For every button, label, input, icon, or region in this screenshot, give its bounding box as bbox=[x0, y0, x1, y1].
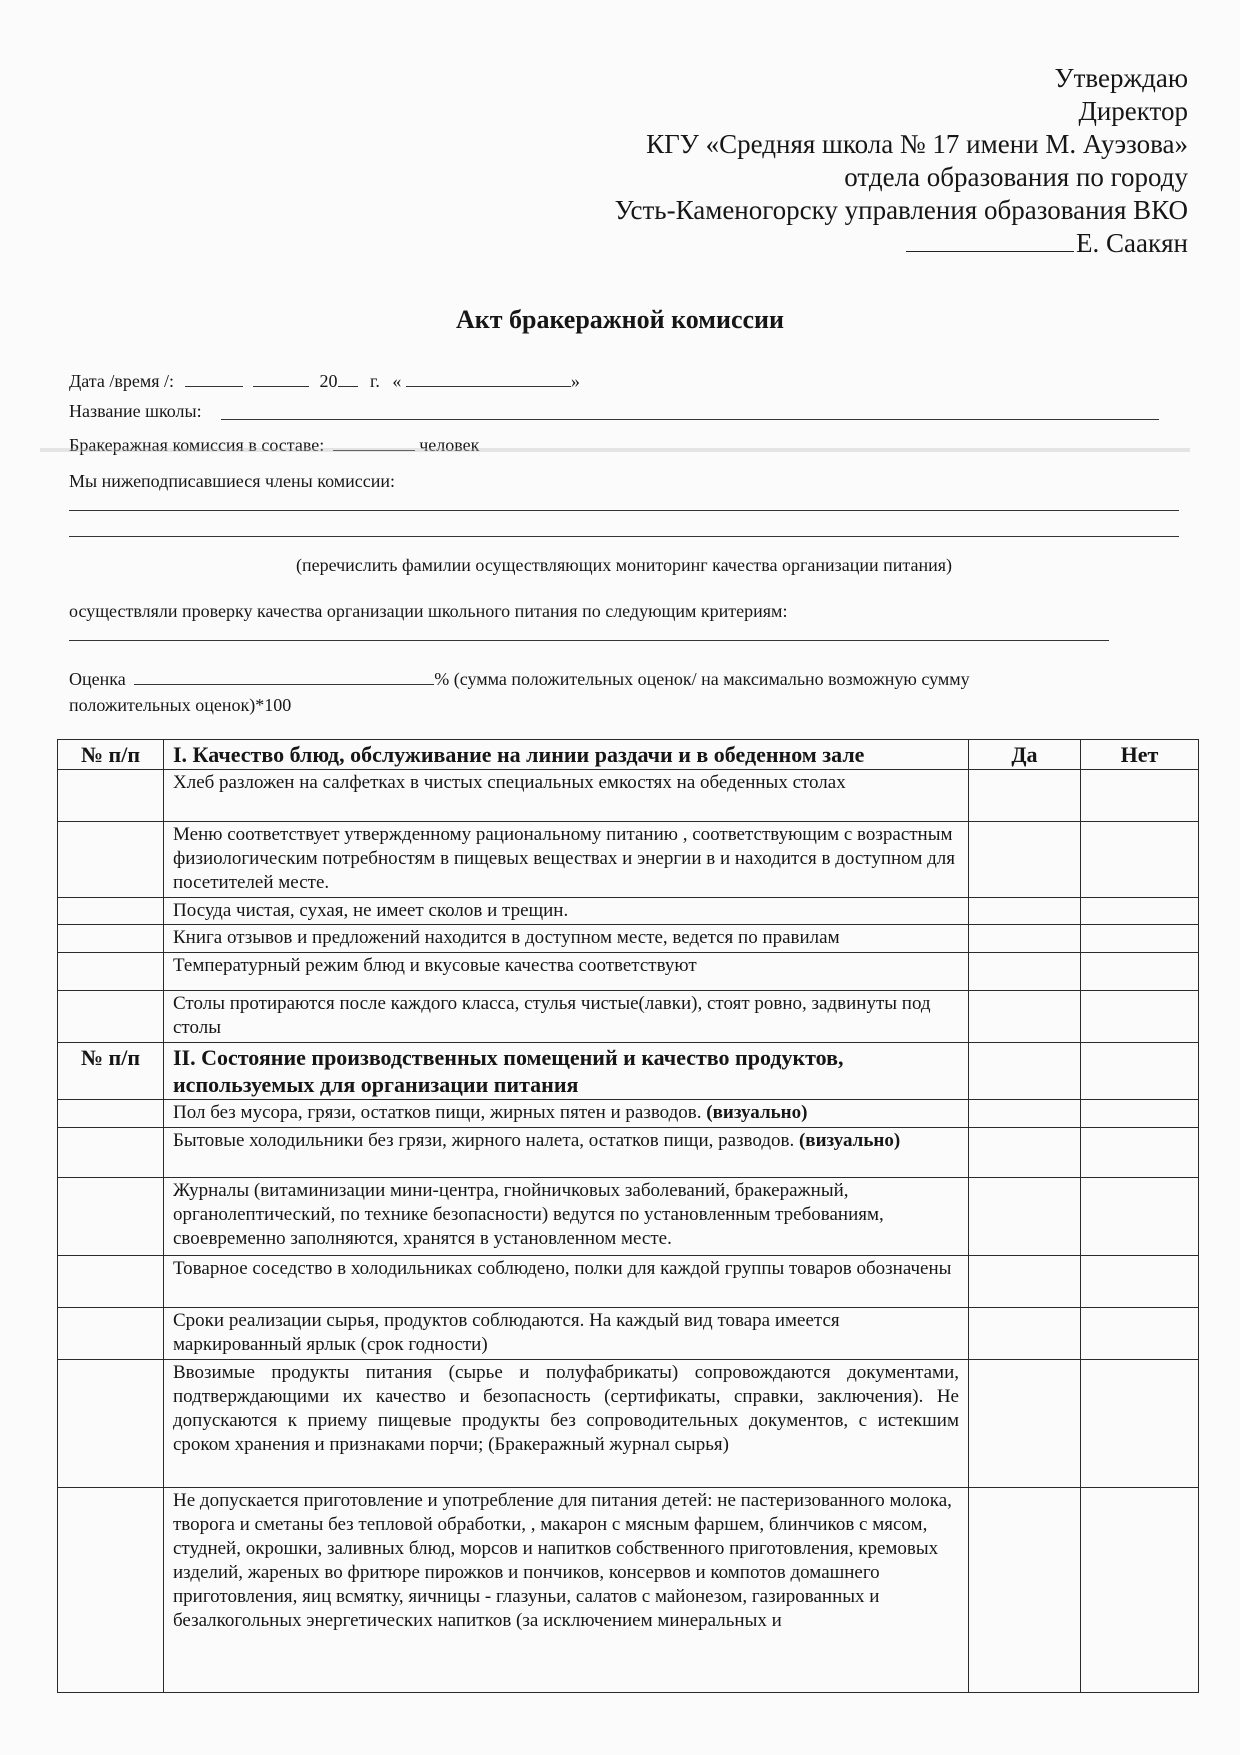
commission-unit: человек bbox=[419, 435, 480, 455]
yes-cell bbox=[969, 1043, 1081, 1100]
year-suffix: г. bbox=[370, 371, 380, 391]
no-cell bbox=[1081, 1043, 1199, 1100]
commission-row bbox=[69, 430, 1179, 460]
yes-cell[interactable] bbox=[969, 953, 1081, 991]
approval-line: Директор bbox=[1078, 96, 1188, 126]
no-cell[interactable] bbox=[1081, 1308, 1199, 1360]
section1-header-row bbox=[58, 740, 1199, 770]
approval-line: Усть-Каменогорску управления образования ВКО bbox=[614, 195, 1188, 225]
no-cell[interactable] bbox=[1081, 1100, 1199, 1128]
no-cell[interactable] bbox=[1081, 925, 1199, 953]
yes-cell[interactable] bbox=[969, 1256, 1081, 1308]
school-field[interactable] bbox=[221, 419, 1159, 420]
yes-cell[interactable] bbox=[969, 1178, 1081, 1256]
year-prefix: 20 bbox=[319, 371, 338, 391]
table-row bbox=[58, 1100, 1199, 1128]
criterion-body: Бытовые холодильники без грязи, жирного налета, остатков пищи, разводов. bbox=[173, 1130, 795, 1151]
no-cell[interactable] bbox=[1081, 898, 1199, 925]
scan-artifact bbox=[40, 448, 1190, 452]
school-row bbox=[69, 396, 1179, 426]
yes-cell[interactable] bbox=[969, 991, 1081, 1043]
no-cell[interactable] bbox=[1081, 1128, 1199, 1178]
school-label: Название школы: bbox=[69, 401, 202, 421]
section1-title: I. Качество блюд, обслуживание на линии раздачи и в обеденном зале bbox=[164, 740, 969, 770]
score-label: Оценка bbox=[69, 669, 126, 689]
section2-title: II. Состояние производственных помещений и качество продуктов, используемых для организации питания bbox=[164, 1043, 969, 1100]
yes-cell[interactable] bbox=[969, 925, 1081, 953]
criteria-label: осуществляли проверку качества организации школьного питания по следующим критериям: bbox=[69, 601, 788, 621]
col-yes-header: Да bbox=[969, 740, 1081, 770]
date-row bbox=[69, 366, 1179, 396]
col-num-header: № п/п bbox=[58, 1043, 164, 1100]
approval-signature-line bbox=[468, 227, 1188, 260]
col-num-header: № п/п bbox=[58, 740, 164, 770]
yes-cell[interactable] bbox=[969, 770, 1081, 822]
date-label: Дата /время /: bbox=[69, 371, 175, 391]
score-row bbox=[69, 664, 1179, 694]
yes-cell[interactable] bbox=[969, 1360, 1081, 1488]
criteria-line bbox=[69, 626, 1179, 650]
criterion-text: Товарное соседство в холодильниках соблюдено, полки для каждой группы товаров обозначены bbox=[164, 1256, 969, 1308]
time-field[interactable] bbox=[406, 368, 571, 387]
no-cell[interactable] bbox=[1081, 953, 1199, 991]
table-row bbox=[58, 898, 1199, 925]
yes-cell[interactable] bbox=[969, 1128, 1081, 1178]
score-formula: % (сумма положительных оценок/ на максимально возможную сумму bbox=[434, 669, 970, 689]
row-number bbox=[58, 770, 164, 822]
no-cell[interactable] bbox=[1081, 822, 1199, 898]
criterion-text: Температурный режим блюд и вкусовые качества соответствуют bbox=[164, 953, 969, 991]
col-no-header: Нет bbox=[1081, 740, 1199, 770]
table-row bbox=[58, 1360, 1199, 1488]
row-number bbox=[58, 1256, 164, 1308]
criterion-body: Пол без мусора, грязи, остатков пищи, жирных пятен и разводов. bbox=[173, 1102, 702, 1123]
row-number bbox=[58, 1360, 164, 1488]
year-field[interactable] bbox=[338, 368, 358, 387]
members-field-1[interactable] bbox=[69, 510, 1179, 511]
row-number bbox=[58, 1308, 164, 1360]
score-field[interactable] bbox=[134, 666, 434, 685]
table-row bbox=[58, 1256, 1199, 1308]
no-cell[interactable] bbox=[1081, 991, 1199, 1043]
row-number bbox=[58, 898, 164, 925]
criteria-field[interactable] bbox=[69, 640, 1109, 641]
row-number bbox=[58, 1100, 164, 1128]
criterion-text: Посуда чистая, сухая, не имеет сколов и трещин. bbox=[164, 898, 969, 925]
no-cell[interactable] bbox=[1081, 1256, 1199, 1308]
criterion-text bbox=[164, 1128, 969, 1178]
criterion-text bbox=[164, 1100, 969, 1128]
criterion-text: Книга отзывов и предложений находится в доступном месте, ведется по правилам bbox=[164, 925, 969, 953]
table-row bbox=[58, 1178, 1199, 1256]
table-row bbox=[58, 991, 1199, 1043]
yes-cell[interactable] bbox=[969, 1488, 1081, 1693]
commission-label: Бракеражная комиссия в составе: bbox=[69, 435, 325, 455]
members-label: Мы нижеподписавшиеся члены комиссии: bbox=[69, 471, 395, 491]
date-month-field[interactable] bbox=[253, 368, 309, 387]
no-cell[interactable] bbox=[1081, 1360, 1199, 1488]
yes-cell[interactable] bbox=[969, 1100, 1081, 1128]
quote-open: « bbox=[392, 371, 402, 391]
criteria-table bbox=[57, 739, 1199, 1693]
signer-name: Е. Саакян bbox=[1076, 228, 1188, 258]
criterion-text: Не допускается приготовление и употребление для питания детей: не пастеризованного молока, творога и сметаны без тепловой обработки, , макарон с мясным фаршем, блинчиков с мясом, студней, окрошки, заливных блюд, морсов и напитков собственного приготовления, кремовых изделий, жареных во фритюре пирожков и пончиков, консервов и компотов домашнего приготовления, яиц всмятку, яичницы - глазуньи, салатов с майонезом, газированных и безалкогольных энергетических напитков (за исключением минеральных и bbox=[164, 1488, 969, 1693]
row-number bbox=[58, 1178, 164, 1256]
approval-line: КГУ «Средняя школа № 17 имени М. Ауэзова» bbox=[646, 129, 1188, 159]
approval-block bbox=[468, 62, 1188, 260]
criterion-text: Хлеб разложен на салфетках в чистых специальных емкостях на обеденных столах bbox=[164, 770, 969, 822]
criterion-method: (визуально) bbox=[798, 1130, 901, 1151]
criterion-text: Журналы (витаминизации мини-центра, гнойничковых заболеваний, бракеражный, органолептический, по технике безопасности) ведутся по установленным требованиям, своевременно заполняются, хранятся в установленном месте. bbox=[164, 1178, 969, 1256]
row-number bbox=[58, 991, 164, 1043]
yes-cell[interactable] bbox=[969, 822, 1081, 898]
date-day-field[interactable] bbox=[185, 368, 243, 387]
table-row bbox=[58, 953, 1199, 991]
signature-blank[interactable] bbox=[906, 229, 1074, 252]
act-form bbox=[69, 366, 1179, 718]
criterion-method: (визуально) bbox=[706, 1102, 808, 1123]
row-number bbox=[58, 1128, 164, 1178]
section2-header-row bbox=[58, 1043, 1199, 1100]
table-row bbox=[58, 1488, 1199, 1693]
score-formula-cont: положительных оценок)*100 bbox=[69, 695, 292, 715]
table-row bbox=[58, 822, 1199, 898]
row-number bbox=[58, 822, 164, 898]
page-title: Акт бракеражной комиссии bbox=[455, 305, 784, 334]
criterion-text: Сроки реализации сырья, продуктов соблюдаются. На каждый вид товара имеется маркированный ярлык (срок годности) bbox=[164, 1308, 969, 1360]
no-cell[interactable] bbox=[1081, 1178, 1199, 1256]
row-number bbox=[58, 925, 164, 953]
table-row bbox=[58, 770, 1199, 822]
approval-line: Утверждаю bbox=[1054, 63, 1188, 93]
criterion-text: Меню соответствует утвержденному рациональному питанию , соответствующим с возрастным физиологическим потребностям в пищевых веществах и энергии в и находится в доступном для посетителей месте. bbox=[164, 822, 969, 898]
members-hint: (перечислить фамилии осуществляющих мониторинг качества организации питания) bbox=[295, 555, 953, 575]
approval-line: отдела образования по городу bbox=[844, 162, 1188, 192]
criterion-text: Ввозимые продукты питания (сырье и полуфабрикаты) сопровождаются документами, подтверждающими их качество и безопасность (сертификаты, справки, заключения). Не допускаются к приему пищевые продукты без сопроводительных документов, с истекшим сроком хранения и признаками порчи; (Бракеражный журнал сырья) bbox=[164, 1360, 969, 1488]
members-row bbox=[69, 466, 1179, 496]
members-line-1 bbox=[69, 496, 1179, 522]
no-cell[interactable] bbox=[1081, 770, 1199, 822]
no-cell[interactable] bbox=[1081, 1488, 1199, 1693]
yes-cell[interactable] bbox=[969, 1308, 1081, 1360]
members-line-2 bbox=[69, 522, 1179, 548]
row-number bbox=[58, 953, 164, 991]
criterion-text: Столы протираются после каждого класса, стулья чистые(лавки), стоят ровно, задвинуты под столы bbox=[164, 991, 969, 1043]
table-row bbox=[58, 925, 1199, 953]
table-row bbox=[58, 1128, 1199, 1178]
members-field-2[interactable] bbox=[69, 536, 1179, 537]
table-row bbox=[58, 1308, 1199, 1360]
quote-close: » bbox=[570, 371, 580, 391]
yes-cell[interactable] bbox=[969, 898, 1081, 925]
row-number bbox=[58, 1488, 164, 1693]
